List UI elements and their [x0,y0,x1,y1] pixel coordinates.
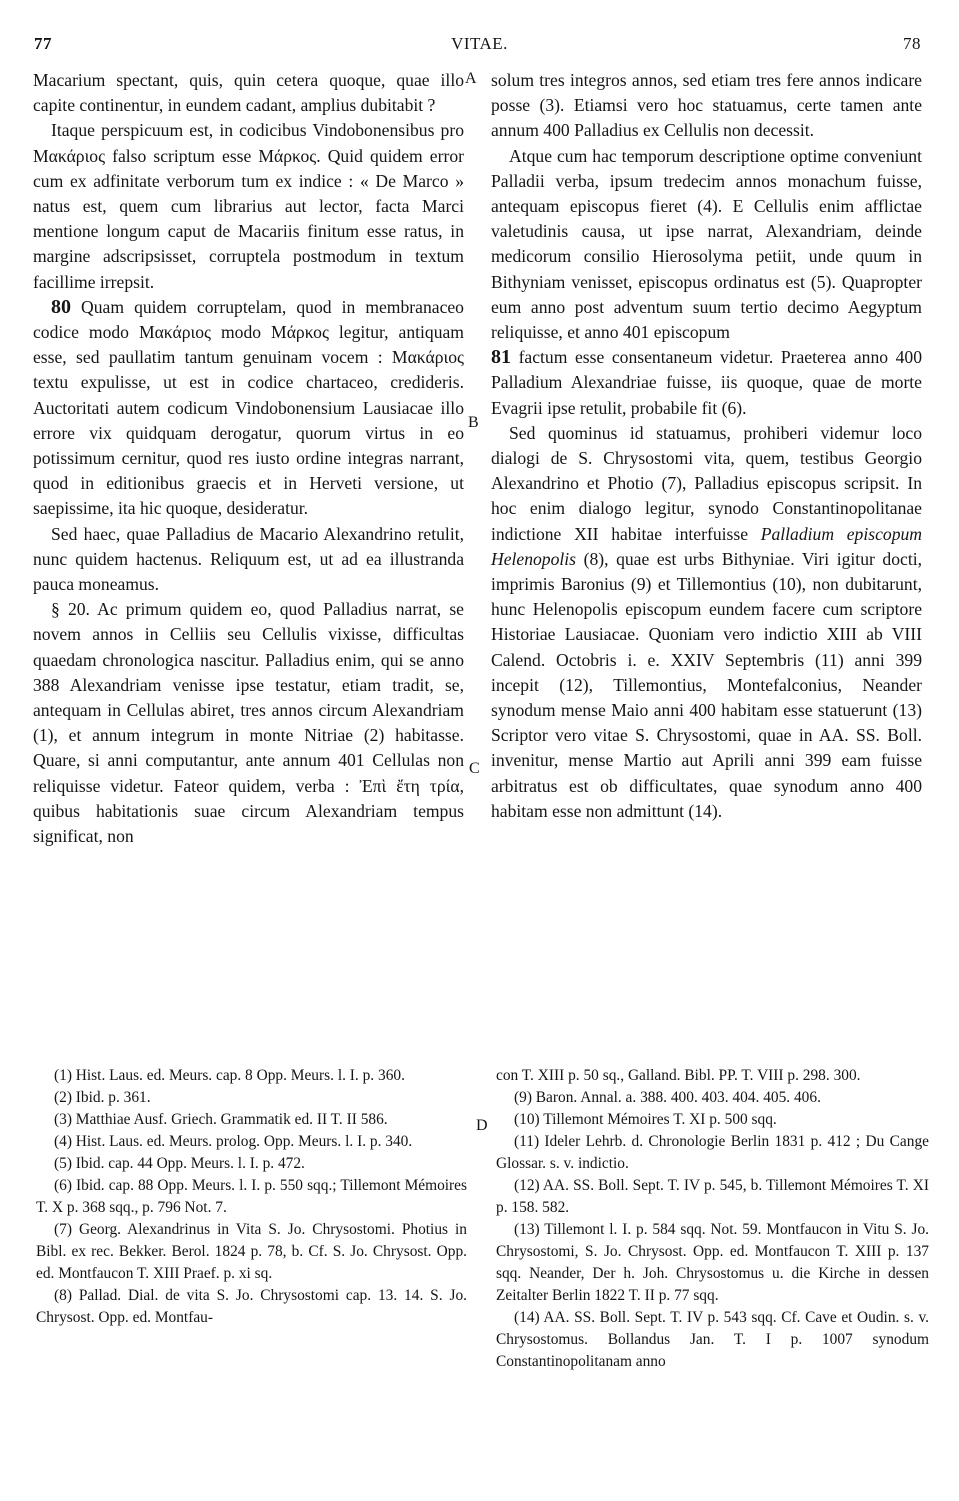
paragraph-section-80 [33,295,464,522]
paragraph-text: Sed quominus id statuamus, prohiberi videmur loco dialogi de S. Chrysostomi vita, quem, testibus Georgio Alexandrino et Photio (7), Palladius episcopus scripsit. In hoc enim dialogo legitur, synodo Constantinopolitanae indictione XII habitae interfuisse [491,422,922,544]
section-number: 80 [51,295,71,318]
page-number-left: 77 [34,34,52,53]
running-title: VITAE. [451,34,508,53]
footnote: (1) Hist. Laus. ed. Meurs. cap. 8 Opp. Meurs. l. I. p. 360. [54,1067,405,1084]
footnote: (9) Baron. Annal. a. 388. 400. 403. 404. 405. 406. [514,1089,821,1106]
italic-text: Palladium episcopum Helenopolis [491,523,922,569]
footnote: (8) Pallad. Dial. de vita S. Jo. Chrysostomi cap. 13. 14. S. Jo. Chrysost. Opp. ed. Montfau- [36,1287,467,1326]
footnote: (13) Tillemont l. I. p. 584 sqq. Not. 59. Montfaucon in Vitu S. Jo. Chrysostomi, S. Jo. Chrysost. Opp. ed. Montfaucon T. XIII p. 137 sqq. Neander, Der h. Joh. Chrysostomus u. die Kirche in dessen Zeitalter Berlin 1822 T. II p. 77 sqq. [496,1221,929,1304]
paragraph-section-20: § 20. Ac primum quidem eo, quod Palladius narrat, se novem annos in Celliis seu Cellulis vixisse, difficultas quaedam chronologica nascitur. Palladius enim, qui se anno 388 Alexandriam venisse ipse testatur, etiam tradit, se, antequam in Cellulas abiret, tres annos circum Alexandriam (1), et annum integrum in monte Nitriae (2) habitasse. Quare, si anni computantur, ante annum 401 Cellulas non reliquisse videtur. Fateor quidem, verba : Ἐπὶ ἔτη τρία, quibus habitationis suae circum Alexandriam tempus significat, non [33,599,464,847]
footnote: (14) AA. SS. Boll. Sept. T. IV p. 543 sqq. Cf. Cave et Oudin. s. v. Chrysostomus. Bollandus Jan. T. I p. 1007 synodum Constantinopolitanam anno [496,1309,929,1370]
paragraph: solum tres integros annos, sed etiam tres fere annos indicare posse (3). Etiamsi vero hoc statuamus, certe tamen ante annum 400 Palladius ex Cellulis non decessit. [491,70,922,141]
margin-letter-d: D [476,1117,488,1134]
footnote: (5) Ibid. cap. 44 Opp. Meurs. l. I. p. 472. [54,1155,305,1172]
section-number: 81 [491,346,511,369]
footnote: (12) AA. SS. Boll. Sept. T. IV p. 545, b. Tillemont Mémoires T. XI p. 158. 582. [496,1177,929,1216]
footnote: (6) Ibid. cap. 88 Opp. Meurs. l. I. p. 550 sqq.; Tillemont Mémoires T. X p. 368 sqq., p. 796 Not. 7. [36,1177,467,1216]
paragraph-text: factum esse consentaneum videtur. Praeterea anno 400 Palladium Alexandriae fuisse, iis quoque, quae de morte Evagrii ipse retulit, probabile fit (6). [491,347,922,418]
footnote-continuation: con T. XIII p. 50 sq., Galland. Bibl. PP. T. VIII p. 298. 300. [496,1067,861,1084]
footnote: (4) Hist. Laus. ed. Meurs. prolog. Opp. Meurs. l. I. p. 340. [54,1133,413,1150]
footnote: (10) Tillemont Mémoires T. XI p. 500 sqq. [514,1111,777,1128]
left-text-column [33,68,464,849]
footnote: (2) Ibid. p. 361. [54,1089,151,1106]
paragraph: Macarium spectant, quis, quin cetera quoque, quae illo capite continentur, in eundem cadant, amplius dubitabit ? [33,70,464,116]
margin-letter-c: C [469,760,480,777]
footnote: (11) Ideler Lehrb. d. Chronologie Berlin 1831 p. 412 ; Du Cange Glossar. s. v. indictio. [496,1133,929,1172]
paragraph: Sed haec, quae Palladius de Macario Alexandrino retulit, nunc quidem hactenus. Reliquum est, ut ad ea illustranda pauca moneamus. [33,523,464,595]
paragraph-text: (8), quae est urbs Bithyniae. Viri igitur docti, imprimis Baronius (9) et Tillemontius (10), non dubitarunt, hunc Helenopolis episcopum eundem facere cum scriptore Historiae Lausiacae. Quoniam vero indictio XIII ab VIII Calend. Octobris i. e. XXIV Septembris (11) anni 399 incepit (12), Tillemontius, Montefalconius, Neander synodum mense Maio anni 400 habitam esse statuerunt (13) Scriptor vero vitae S. Chrysostomi, quae in AA. SS. Boll. invenitur, mense Martio aut Aprili anni 399 eam fuisse arbitratus est ob difficultates, quae synodum anno 400 habitam esse non admittunt (14). [491,548,922,821]
paragraph [491,421,922,824]
footnotes-right [496,1065,929,1373]
footnote: (7) Georg. Alexandrinus in Vita S. Jo. Chrysostomi. Photius in Bibl. ex rec. Bekker. Berol. 1824 p. 78, b. Cf. S. Jo. Chrysost. Opp. ed. Montfaucon T. XIII Praef. p. xi sq. [36,1221,467,1282]
footnotes-left [36,1065,467,1329]
paragraph: Itaque perspicuum est, in codicibus Vindobonensibus pro Μακάριος falso scriptum esse Μάρκος. Quid quidem error cum ex adfinitate verborum tum ex indice : « De Marco » natus est, quem cum librarius aut lector, facta Marci mentione longum caput de Macariis finitum esse ratus, in margine adscripsisset, corruptela postmodum in textum facillime irrepsit. [33,120,464,292]
page-number-right: 78 [903,34,921,53]
footnote: (3) Matthiae Ausf. Griech. Grammatik ed. II T. II 586. [54,1111,388,1128]
paragraph-text: Quam quidem corruptelam, quod in membranaceo codice modo Μακάριος modo Μάρκος legitur, antiquam esse, sed paullatim tantum genuinam vocem : Μακάριος textu expulisse, ut est in codice chartaceo, credideris. Auctoritati autem codicum Vindobonensium Lausiacae illo errore vix quidquam derogatur, quorum virtus in eo potissimum cernitur, quod res iusto ordine integras narrant, quod in editionibus graecis et in Herveti versione, ut saepissime, ita hic quoque, desideratur. [33,296,464,519]
paragraph: Atque cum hac temporum descriptione optime conveniunt Palladii verba, ipsum tredecim annos monachum fuisse, antequam episcopus fieret (4). E Cellulis enim afflictae valetudinis causa, ut ipse narrat, Alexandriam, deinde medicorum consilio Hierosolyma petiit, unde quum in Bithyniam venisset, episcopus ordinatus est (5). Quapropter eum anno post adventum suum tertio decimo Aegyptum reliquisse, et anno 401 episcopum [491,145,922,343]
margin-letter-b: B [468,414,479,431]
margin-letter-a: A [465,70,477,87]
right-text-column [491,68,922,824]
paragraph-section-81 [491,345,922,421]
